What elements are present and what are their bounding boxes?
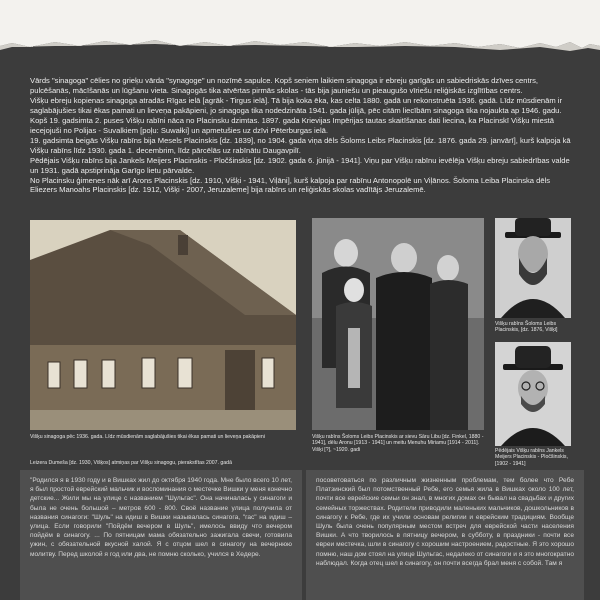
intro-text xyxy=(30,76,576,195)
torn-paper-header xyxy=(0,0,600,70)
rabbi-portrait-1 xyxy=(495,218,571,318)
memoir-quote-left xyxy=(20,470,302,600)
caption-synagogue: Višķu sinagoga pēc 1936. gada. Līdz mūsdienām saglabājušies tikai ēkas pamati un lieveņa pakāpieni xyxy=(30,434,265,440)
caption-model: Leizera Dumeša [dz. 1930, Višķos] atmiņas par Višķu sinagogu, pierakstītas 2007. gadā xyxy=(30,460,232,466)
caption-rabbi-1: Višķu rabīns Šoloms Leibs Placinskis, [dz. 1876, Višķi] xyxy=(495,321,558,334)
caption-family: Višķu rabīns Šoloms Leibs Placinskis ar sievu Sāru Libu [dz. Finkel, 1880 - 1941], dēlu Aronu [1913 - 1941] un meitu Menuhu Miriamu [1914 - 2011]. Višķi [?], ~1920. gadi xyxy=(312,434,484,453)
intro-line: pulcēšanās, mācīšanās un lūgšanu vieta. Sinagogās tika atvērtas pirmās skolas - tās bija jauniešu un pieaugušo vīriešu reliģiskās izglītības centrs. xyxy=(30,85,523,95)
intro-line: saglabājušies tikai ēkas pamati un lieveņa pakāpieni, jo sinagoga tika nodedzināta 1941. gada jūlijā, pēc citām liecībām sinagoga tika nojaukta ap 1946. gadu. xyxy=(30,105,562,115)
rabbi-portrait-2 xyxy=(495,342,571,446)
intro-line: un 1931. gadā apstiprināja Garīgo lietu pārvalde. xyxy=(30,165,195,175)
intro-line: iecejojuši no Polijas - Suvalkiem [poļu: Suwałki] un apmetušies uz dzīvi Pēterburgas ielā. xyxy=(30,125,328,135)
intro-line: No Placinsku ģimenes nāk arī Arons Placinskis [dz. 1910, Višķi - 1941, Viļāni], kurš kalpoja par rabīnu Antonopolē un Viļānos. Šoloma Leiba Placinska dēls xyxy=(30,175,551,185)
intro-line: Višķu ebreju kopienas sinagoga atradās Rīgas ielā [agrāk - Tirgus ielā]. Tā bija koka ēka, kas celta 1880. gadā un rekonstruēta 1936. gadā. Līdz mūsdienām ir xyxy=(30,95,563,105)
intro-line: 19. gadsimta beigās Višķu rabīns bija Mesels Placinskis [dz. 1839], no 1904. gada viņa dēls Šoloms Leibs Placinskis [dz. 1876. gada 29. janvārī], kurš kalpoja kā xyxy=(30,135,571,145)
intro-line: Kopš 19. gadsimta 2. puses Višķu rabīni nāca no Placinsku dzimtas. 1897. gada Krievijas Impērijas tautas skaitīšanas dati liecina, ka Placinskī Višķu miestā xyxy=(30,115,554,125)
family-photo xyxy=(312,218,484,430)
intro-line: Vārds "sinagoga" cēlies no grieķu vārda "synagoge" un nozīmē sapulce. Kopš seniem laikiem sinagoga ir ebreju garīgās un sabiedriskās dzīves centrs, xyxy=(30,76,539,85)
intro-line: Eliezers Manoahs Placinskis [dz. 1912, Višķi - 2007, Jeruzaleme] bija rabīns un reliģiskās skolas vadītājs Jeruzalemē. xyxy=(30,185,426,195)
intro-line: Višķu rabīns līdz 1930. gada 1. decembrim, līdz pārcēlās uz rabīnātu Daugavpilī. xyxy=(30,145,301,155)
memoir-text-right: посоветоваться по различным жизненным проблемам, тем более что Ребе Платзинский был потомственный Ребе, его семья жила в Вишках около 100 лет, почти все еврейские семьи он знал, в многих домах он бывал на свадьбах и других семейных торжествах. Родители приводили маленьких мальчиков, дошкольников в синагогу к Ребе, где их учили основам религии и еврейским традициям. Вообще Шуль была очень популярным местом встреч для еврейской части населения Вишки. А что творилось в пятницу вечером, в субботу, в праздники - почти все евреи местечка, шли в синагогу с хорошим настроением, радостные. Я это хорошо помню, наш дом стоял на улице Шульгас, недалеко от синагоги и я это многократно наблюдал. Когда отец шел в синагогу, он почти всегда брал меня с собой. Там я xyxy=(316,477,574,567)
caption-rabbi-2: Pēdējais Višķu rabīns Jankels Meijers Placinskis - Pločšinskis, [1902 - 1941] xyxy=(495,448,568,467)
synagogue-photo xyxy=(30,220,296,430)
intro-line: Pēdējais Višķu rabīns bija Jankels Meijers Placinskis - Pločšinskis [dz. 1902. gada 6. jūnijā - 1941]. Viņu par Višķu rabīnu ievēlēja Višķu ebreju sabiedrības valde xyxy=(30,155,570,165)
memoir-text-left: "Родился я в 1930 году и в Вишках жил до октября 1940 года. Мне было всего 10 лет, я был простой еврейский мальчик и воспоминания о местечке Вишки у меня конечно детские... Жили мы на улице с названием "Шульгас". Она начиналась у синагоги и была не очень большой – метров 600 - 800. Своё название улица получила от названия синагоги: "Шуль" на идиш в Вишки называлась синагога, "гас" на идиш – улица. Если говорили "Пойдём вечером в Шуль", имелось ввиду что вечером пойдём в синагогу. ... По пятницам мама обязательно зажигала свечи, готовила ужин, с обязательной вкусной халой. Я с отцом шел в синагогу на вечернюю молитву. Перед школой я год или два, не помню сколько, учился в Хедере. xyxy=(30,477,292,558)
memoir-quote-right xyxy=(306,470,584,600)
